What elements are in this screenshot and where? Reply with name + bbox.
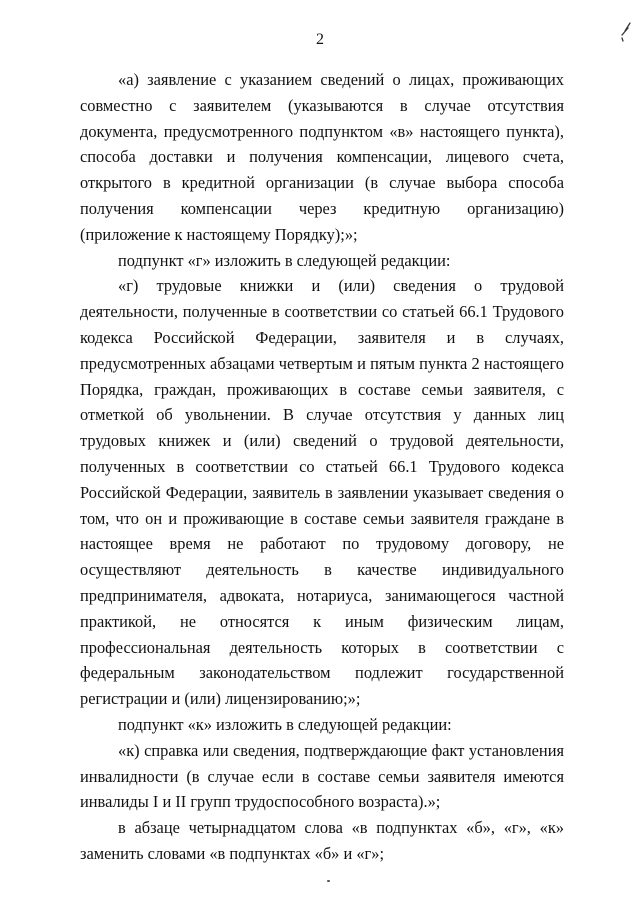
paragraph-abzac-14: в абзаце четырнадцатом слова «в подпунктах «б», «г», «к» заменить словами «в подпунктах «б» и «г»; [80, 818, 564, 863]
paragraph-instruction-g: подпункт «г» изложить в следующей редакции: [118, 250, 451, 270]
document-body [80, 67, 564, 867]
scan-speck [327, 880, 330, 882]
paragraph-subpoint-g: «г) трудовые книжки и (или) сведения о трудовой деятельности, полученные в соответствии со статьей 66.1 Трудового кодекса Российской Федерации, заявителя и в случаях, предусмотренных абзацами четвертым и пятым пункта 2 настоящего Порядка, граждан, проживающих в составе семьи заявителя, с отметкой об увольнении. В случае отсутствия у данных лиц трудовых книжек и (или) сведений о трудовой деятельности, полученных в соответствии со статьей 66.1 Трудового кодекса Российской Федерации, заявитель в заявлении указывает сведения о том, что он и проживающие в составе семьи заявителя граждане в настоящее время не работают по трудовому договору, не осуществляют деятельность в качестве индивидуального предпринимателя, адвоката, нотариуса, занимающегося частной практикой, не относятся к иным физическим лицам, профессиональная деятельность которых в соответствии с федеральным законодательством подлежит государственной регистрации и (или) лицензированию;»; [80, 276, 564, 709]
paragraph-instruction-k: подпункт «к» изложить в следующей редакции: [118, 714, 452, 734]
margin-mark-icon [619, 22, 633, 44]
paragraph-subpoint-k: «к) справка или сведения, подтверждающие факт установления инвалидности (в случае если в составе семьи заявителя имеются инвалиды I и II групп трудоспособного возраста).»; [80, 740, 564, 812]
page-number: 2 [316, 31, 324, 48]
paragraph-subpoint-a: «а) заявление с указанием сведений о лицах, проживающих совместно с заявителем (указываются в случае отсутствия документа, предусмотренного подпунктом «в» настоящего пункта), способа доставки и получения компенсации, лицевого счета, открытого в кредитной организации (в случае выбора способа получения компенсации через кредитную организацию) (приложение к настоящему Порядку);»; [80, 70, 564, 244]
